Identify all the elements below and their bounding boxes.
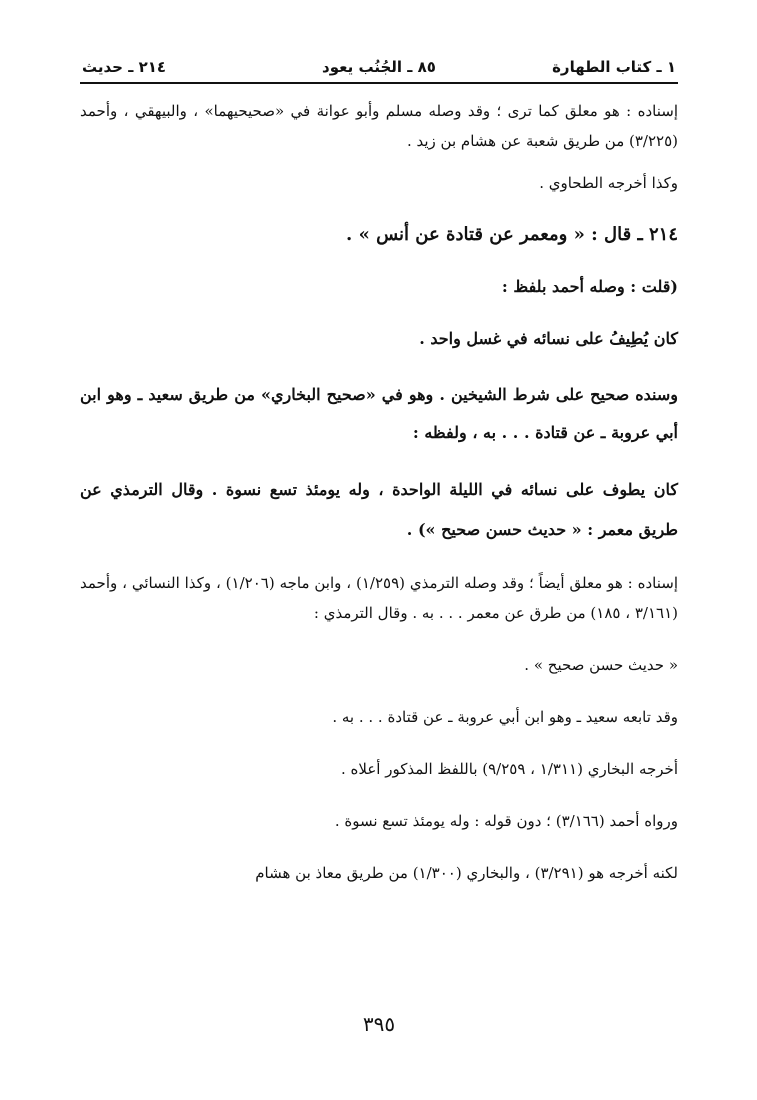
paragraph-bukhari-takhrij: أخرجه البخاري (١/٣١١ ، ٩/٢٥٩) باللفظ المذكور أعلاه .	[340, 760, 678, 778]
paragraph-continuation: لكنه أخرجه هو (٣/٢٩١) ، والبخاري (١/٣٠٠) من طريق معاذ بن هشام	[255, 864, 678, 882]
running-header	[80, 46, 678, 84]
paragraph-ahmad-riwaya: ورواه أحمد (٣/١٦٦) ؛ دون قوله : وله يومئذ تسع نسوة .	[334, 812, 678, 830]
page-number: ٣٩٥	[362, 1012, 396, 1036]
paragraph-hadith-text-2: كان يطوف على نسائه في الليلة الواحدة ، وله يومئذ تسع نسوة . وقال الترمذي عن طريق معمر : « حديث حسن صحيح ») .	[80, 480, 678, 539]
page-body	[80, 96, 678, 888]
paragraph-hadith-text-1: كان يُطِيفُ على نسائه في غسل واحد .	[419, 329, 678, 348]
paragraph-isnad-1: إسناده : هو معلق كما ترى ؛ وقد وصله مسلم وأبو عوانة في «صحيحيهما» ، والبيهقي ، وأحمد (٣/٢٢٥) من طريق شعبة عن هشام بن زيد .	[80, 102, 678, 150]
header-chapter-title: ٨٥ ـ الجُنُب يعود	[322, 58, 436, 76]
hadith-heading-214: ٢١٤ ـ قال : « ومعمر عن قتادة عن أنس » .	[346, 224, 678, 245]
paragraph-sanad-sahih: وسنده صحيح على شرط الشيخين . وهو في «صحيح البخاري» من طريق سعيد ـ وهو ابن أبي عروبة ـ عن قتادة . . . به ، ولفظه :	[80, 385, 678, 442]
book-page	[80, 46, 678, 1056]
paragraph-mutabaah: وقد تابعه سعيد ـ وهو ابن أبي عروبة ـ عن قتادة . . . به .	[332, 708, 678, 726]
header-hadith-number: ٢١٤ ـ حديث	[82, 58, 167, 76]
paragraph-takhrij-tahawi: وكذا أخرجه الطحاوي .	[539, 174, 678, 192]
paragraph-tirmidhi-verdict: « حديث حسن صحيح » .	[524, 656, 678, 674]
paragraph-isnad-2: إسناده : هو معلق أيضاً ؛ وقد وصله الترمذي (١/٢٥٩) ، وابن ماجه (١/٢٠٦) ، وكذا النسائي ، وأحمد (٣/١٦١ ، ١٨٥) من طرق عن معمر . . . به . وقال الترمذي :	[80, 574, 678, 622]
paragraph-comment-intro: (قلت : وصله أحمد بلفظ :	[501, 277, 678, 296]
header-book-title: ١ ـ كتاب الطهارة	[552, 58, 676, 76]
